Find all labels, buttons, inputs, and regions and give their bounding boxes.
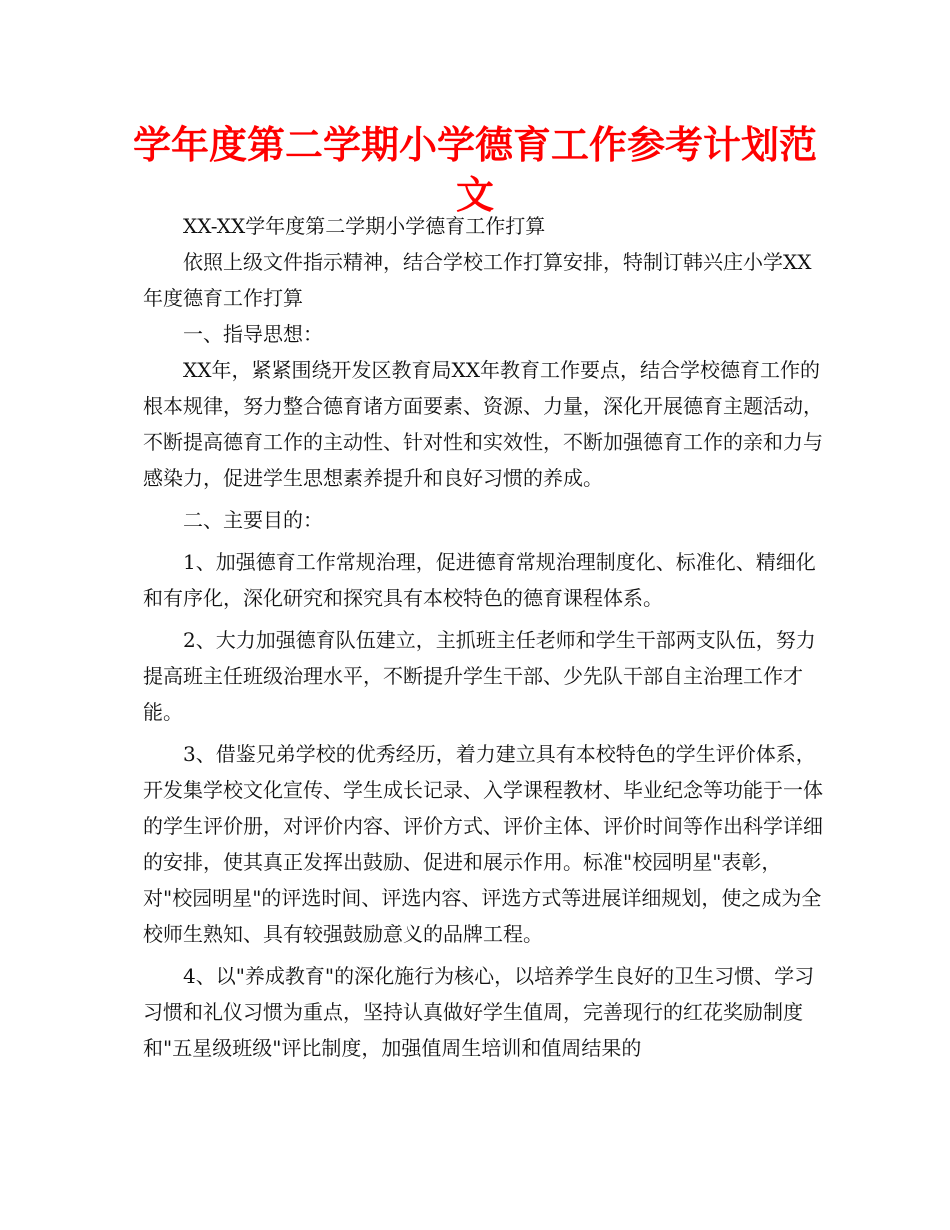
goal-item-3: 3、借鉴兄弟学校的优秀经历，着力建立具有本校特色的学生评价体系，开发集学校文化宣传、学生成长记录、入学课程教材、毕业纪念等功能于一体的学生评价册，对评价内容、评价方式、评价主体、评价时间等作出科学详细的安排，使其真正发挥出鼓励、促进和展示作用。标准"校园明星"表彰，对"校园明星"的评选时间、评选内容、评选方式等进展详细规划，使之成为全校师生熟知、具有较强鼓励意义的品牌工程。	[143, 742, 823, 946]
goal-item-1: 1、加强德育工作常规治理，促进德育常规治理制度化、标准化、精细化和有序化，深化研究和探究具有本校特色的德育课程体系。	[143, 550, 816, 610]
document-body	[143, 208, 823, 1066]
guiding-thought-paragraph: XX年，紧紧围绕开发区教育局XX年教育工作要点，结合学校德育工作的根本规律，努力整合德育诸方面要素、资源、力量，深化开展德育主题活动，不断提高德育工作的主动性、针对性和实效性，不断加强德育工作的亲和力与感染力，促进学生思想素养提升和良好习惯的养成。	[143, 358, 823, 490]
section-heading-main-goals: 二、主要目的：	[183, 508, 323, 532]
document-title: 学年度第二学期小学德育工作参考计划范文	[132, 123, 817, 217]
goal-item-4: 4、以"养成教育"的深化施行为核心，以培养学生良好的卫生习惯、学习习惯和礼仪习惯为重点，坚持认真做好学生值周，完善现行的红花奖励制度和"五星级班级"评比制度，加强值周生培训和值周结果的	[143, 964, 815, 1060]
goal-item-2: 2、大力加强德育队伍建立，主抓班主任老师和学生干部两支队伍，努力提高班主任班级治理水平，不断提升学生干部、少先队干部自主治理工作才能。	[143, 628, 816, 724]
section-heading-guiding-thought: 一、指导思想：	[183, 322, 323, 346]
intro-paragraph: 依照上级文件指示精神，结合学校工作打算安排，特制订韩兴庄小学XX年度德育工作打算	[143, 250, 812, 310]
subtitle-paragraph: XX-XX学年度第二学期小学德育工作打算	[183, 214, 546, 238]
